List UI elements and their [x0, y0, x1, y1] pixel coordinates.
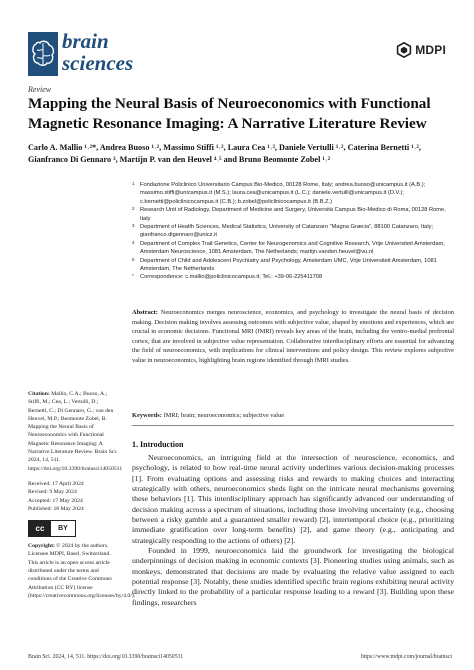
journal-name — [62, 30, 133, 74]
introduction-body — [132, 453, 454, 608]
divider — [132, 425, 454, 426]
abstract — [132, 308, 454, 366]
publisher-logo[interactable] — [396, 42, 446, 58]
by-icon: BY — [58, 524, 68, 532]
citation-label: Citation: — [28, 391, 50, 397]
revised-date: Revised: 9 May 2024 — [28, 489, 77, 496]
affiliation-number: 4 — [132, 239, 135, 245]
correspondence-mark: * — [132, 273, 134, 279]
keywords-label: Keywords: — [132, 412, 162, 419]
affiliation-text: Fondazione Policlinico Universitario Campus Bio-Medico, 00128 Rome, Italy; andrea.buoso@unicampus.it (A.B.); massimo.stiffi@unicampus.it (M.S.); laura.cea@unicampus.it (L.C.); daniele.vertulli@unicampus.it (D.V.); c.bernetti@policlinicocampus.it (C.B.); b.zobel@policlinicocampus.it (B.B.Z.) — [140, 182, 426, 205]
accepted-date: Accepted: 17 May 2024 — [28, 497, 83, 504]
published-date: Published: 18 May 2024 — [28, 505, 84, 512]
keywords-text: fMRI; brain; neuroeconomics; subjective value — [163, 412, 285, 419]
footer-journal-url[interactable]: https://www.mdpi.com/journal/brainsci — [360, 654, 452, 660]
affiliations — [132, 181, 452, 282]
copyright — [28, 542, 136, 600]
affiliation-item — [132, 240, 452, 257]
affiliation-text: Department of Health Sciences, Medical Statistics, University of Catanzaro “Magna Græcia”, 88100 Catanzaro, Italy; gianfranco.digennaro@unicz.it — [140, 224, 434, 239]
received-date: Received: 17 April 2024 — [28, 480, 84, 487]
citation — [28, 390, 123, 473]
mdpi-hexagon-icon — [396, 42, 412, 58]
copyright-label: Copyright: — [28, 543, 55, 550]
paragraph: Neuroeconomics, an intriguing field at the intersection of neuroscience, economics, and psychology, is related to how real-time neural activity underlines various decision-making processes [1]. From evaluating options and assessing risks and rewards to making choices and interacting strategically with others, neuroeconomics sheds light on the intricate neural mechanisms governing these behaviors [1]. This interdisciplinary approach has significantly advanced our understanding of decision making across a spectrum of situations, including those involving uncertainty (e.g., choosing between a risky gamble and a guaranteed smaller reward) [2], intertemporal choice (e.g., prioritizing immediate gratification over long-term benefits) [2], and game theory (e.g., anticipating and strategically responding to the actions of others) [2]. — [132, 453, 454, 545]
journal-logo[interactable] — [28, 30, 178, 82]
correspondence — [132, 273, 452, 281]
affiliation-item — [132, 206, 452, 223]
affiliation-number: 5 — [132, 256, 135, 262]
paragraph: Founded in 1999, neuroeconomics laid the groundwork for investigating the biological underpinnings of decision making in economic contexts [3]. Pioneering studies using animals, such as monkeys, demonstrated that decisions are made by evaluating the relative value assigned to each potential response [3]. Notably, these studies identified specific brain regions exhibiting neural activity directly linked to the probability of a particular response leading to a reward [3]. Building upon these findings, researchers — [132, 546, 454, 607]
affiliation-number: 2 — [132, 206, 135, 212]
publisher-name: MDPI — [415, 43, 446, 57]
journal-name-line1: brain — [62, 29, 109, 53]
affiliation-text: Research Unit of Radiology, Department of Medicine and Surgery, Università Campus Bio-Medico di Roma, 00128 Rome, Italy — [140, 207, 446, 222]
affiliation-item — [132, 223, 452, 240]
correspondence-text: Correspondence: c.mallio@policlinicocampus.it; Tel.: +39-06-225411708 — [140, 274, 323, 281]
abstract-text: Neuroeconomics merges neuroscience, economics, and psychology to investigate the neural basis of decision making. Decision making involves assessing outcomes with subjective value, shaped by emotions and experiences, which are crucial in economic decisions. Functional MRI (fMRI) reveals key areas of the brain, including the ventro-medial prefrontal cortex, that are involved in subjective value representation. Collaborative interdisciplinary efforts are essential for advancing the field of neuroeconomics, with implications for clinical interventions and policy design. This review explores subjective value in neuroeconomics, highlighting brain regions identified through fMRI studies. — [132, 309, 454, 364]
affiliation-text: Department of Complex Trait Genetics, Center for Neurogenomics and Cognitive Research, Vrije Universiteit Amsterdam, Amsterdam Neuroscience, 1081 Amsterdam, The Netherlands; martijn.vanden.heuvel@vu.nl — [140, 240, 445, 256]
copyright-text: © 2024 by the authors. Licensee MDPI, Basel, Switzerland. This article is an open access article distributed under the terms and conditions of the Creative Commons Attribution (CC BY) license (https://creativecommons.org/licenses/by/4.0/). — [28, 543, 136, 599]
citation-text[interactable]: Mallio, C.A.; Buoso, A.; Stiffi, M.; Cea, L.; Vertulli, D.; Bernetti, C.; Di Gennaro, G.; van den Heuvel, M.P.; Beomonte Zobel, B. Mapping the Neural Basis of Neuroeconomics with Functional Magnetic Resonance Imaging: A Narrative Literature Review. Brain Sci. 2024, 14, 511. https://doi.org/10.3390/brainsci14050511 — [28, 391, 123, 472]
affiliation-text: Department of Child and Adolescent Psychiatry and Psychology, Amsterdam UMC, Vrije Universiteit Amsterdam, 1081 Amsterdam, The Netherlands — [140, 257, 437, 273]
footer-citation[interactable]: Brain Sci. 2024, 14, 511. https://doi.org/10.3390/brainsci14050511 — [28, 654, 184, 660]
publication-dates — [28, 480, 118, 513]
cc-icon: cc — [29, 521, 51, 536]
abstract-label: Abstract: — [132, 309, 158, 316]
author-list: Carlo A. Mallio ¹˒²*, Andrea Buoso ¹˒², Massimo Stiffi ¹˒², Laura Cea ¹˒², Daniele Vertulli ¹˒², Caterina Bernetti ¹˒², Gianfranco Di Gennaro ³, Martijn P. van den Heuvel ⁴˒⁵ and Bruno Beomonte Zobel ¹˒² — [28, 143, 421, 164]
affiliation-item — [132, 181, 452, 206]
cc-by-license-badge[interactable] — [28, 520, 76, 537]
article-title: Mapping the Neural Basis of Neuroeconomics with Functional Magnetic Resonance Imaging: A Narrative Literature Review — [28, 95, 431, 132]
brain-logo-icon — [28, 32, 58, 76]
article-type: Review — [28, 85, 52, 94]
keywords — [132, 412, 454, 419]
article-sidebar — [28, 390, 136, 607]
section-heading: 1. Introduction — [132, 440, 184, 449]
affiliation-number: 1 — [132, 181, 135, 186]
journal-name-line2: sciences — [62, 51, 134, 75]
affiliation-number: 3 — [132, 223, 135, 229]
affiliation-item — [132, 257, 452, 274]
